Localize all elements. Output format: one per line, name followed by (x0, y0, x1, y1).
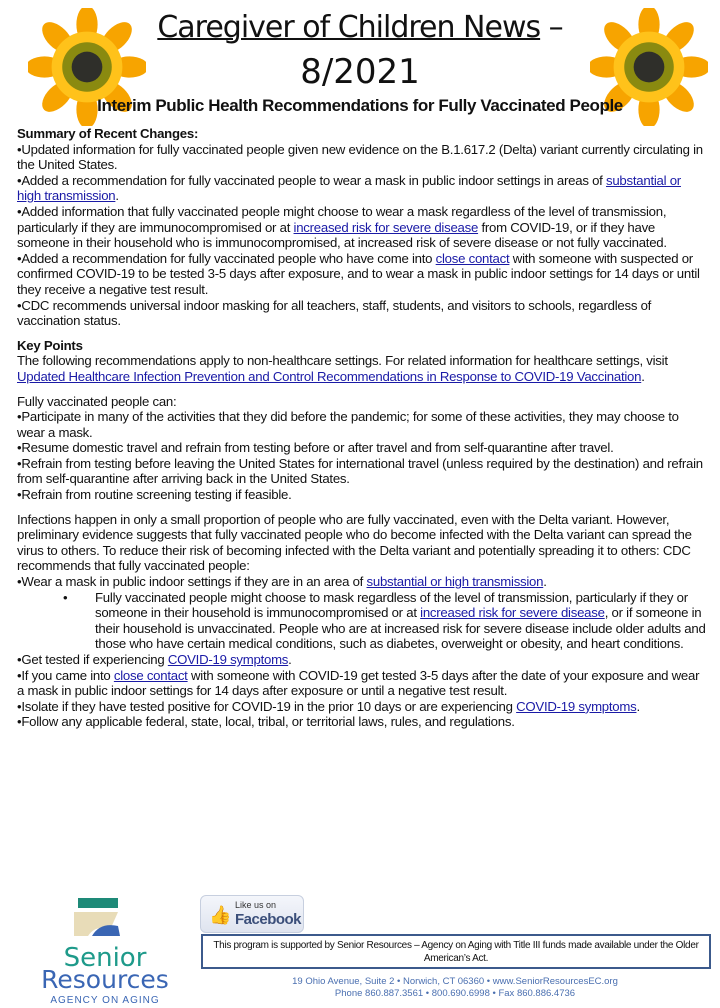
paragraph (17, 409, 707, 440)
paragraph (17, 298, 707, 329)
facebook-label: Facebook (235, 911, 302, 928)
text-segment: The following recommendations apply to non-healthcare settings. For related information for healthcare settings, visit (17, 353, 668, 369)
text-segment: Fully vaccinated people can: (17, 393, 177, 409)
text-segment: •Updated information for fully vaccinated people given new evidence on the B.1.617.2 (Delta) variant currently circulating in the United States. (17, 141, 703, 173)
paragraph (17, 487, 707, 503)
bullet-icon: • (63, 589, 68, 605)
text-segment: •Added information that fully vaccinated people might choose to wear a mask regardless of the level of transmission, particularly if they are immunocompromised or at (17, 203, 667, 235)
text-segment: •Resume domestic travel and refrain from testing before or after travel and from self-quarantine after travel. (17, 440, 614, 456)
address-line: 19 Ohio Avenue, Suite 2 • Norwich, CT 06360 • www.SeniorResourcesEC.org (292, 976, 618, 987)
text-segment: •If you came into (17, 667, 114, 683)
article-body (17, 126, 707, 730)
text-segment: . (288, 652, 292, 667)
newsletter-title (140, 10, 580, 45)
paragraph (17, 512, 707, 574)
paragraph (17, 652, 707, 668)
senior-resources-logo (30, 896, 180, 1006)
text-segment: . (636, 698, 640, 714)
title-dash: – (540, 10, 563, 45)
paragraph (17, 440, 707, 456)
paragraph (17, 251, 707, 298)
newsletter-date: 8/2021 (300, 52, 420, 92)
paragraph (17, 668, 707, 699)
facebook-like-button[interactable] (200, 895, 304, 933)
text-segment: •Get tested if experiencing (17, 652, 168, 667)
logo-text-senior: Senior (63, 943, 147, 973)
paragraph (17, 590, 707, 652)
paragraph (17, 173, 707, 204)
hyperlink[interactable]: close contact (435, 250, 510, 266)
hyperlink[interactable]: substantial or high transmission (366, 574, 544, 590)
text-segment: •Refrain from routine screening testing if feasible. (17, 487, 292, 503)
text-segment: with someone with suspected or confirmed COVID-19 to be tested 3-5 days after exposure, and to wear a mask in public indoor settings for 14 days or until they receive a negative test result. (17, 250, 700, 297)
section-heading (17, 126, 707, 142)
text-segment: •Participate in many of the activities that they did before the pandemic; for some of these activities, they may choose to wear a mask. (17, 409, 679, 440)
contact-info (200, 976, 710, 1000)
hyperlink[interactable]: increased risk for severe disease (293, 219, 479, 235)
paragraph (17, 353, 707, 384)
text-segment: . (115, 188, 119, 204)
logo-text-resources: Resources (41, 965, 169, 994)
text-segment: •Wear a mask in public indoor settings if they are in an area of (17, 574, 367, 590)
text-segment: , or if someone in their household is unvaccinated. People who are at increased risk for severe disease include older adults and those who have certain medical conditions, such as diabetes, overweight or obesity, and heart conditions. (95, 605, 706, 652)
facebook-small-label: Like us on (235, 900, 277, 910)
paragraph (17, 574, 707, 590)
text-segment: with someone with COVID-19 get tested 3-5 days after the date of your exposure and wear a mask in public indoor settings for 14 days after exposure or until a negative test result. (17, 667, 700, 699)
paragraph (17, 699, 707, 715)
text-segment: •Follow any applicable federal, state, local, tribal, or territorial laws, rules, and regulations. (17, 714, 515, 730)
text-segment: •Isolate if they have tested positive for COVID-19 in the prior 10 days or are experiencing (17, 698, 517, 714)
paragraph (17, 456, 707, 487)
hyperlink[interactable]: Updated Healthcare Infection Prevention and Control Recommendations in Response to COVID-19 Vaccination (17, 368, 642, 384)
hyperlink[interactable]: close contact (113, 667, 188, 683)
paragraph (17, 714, 707, 730)
funding-notice: This program is supported by Senior Resources – Agency on Aging with Title III funds made available under the Older American’s Act. (201, 934, 711, 969)
paragraph (17, 204, 707, 251)
text-segment: from COVID-19, or if they have someone in their household who is immunocompromised, at increased risk of severe disease or not fully vaccinated. (17, 219, 667, 251)
text-segment: •CDC recommends universal indoor masking for all teachers, staff, students, and visitors to schools, regardless of vaccination status. (17, 297, 652, 329)
thumbs-up-icon: 👍 (209, 905, 232, 925)
text-segment: Key Points (17, 337, 83, 353)
text-segment: . (641, 368, 645, 384)
hyperlink[interactable]: substantial or high transmission (17, 172, 681, 204)
section-heading (17, 338, 707, 354)
paragraph (17, 142, 707, 173)
title-text: Caregiver of Children News (157, 10, 541, 45)
phone-line: Phone 860.887.3561 • 800.690.6998 • Fax 860.886.4736 (334, 988, 576, 999)
hyperlink[interactable]: COVID-19 symptoms (167, 652, 289, 667)
paragraph (17, 394, 707, 410)
logo-text-agency: AGENCY ON AGING (50, 995, 160, 1006)
text-segment: •Added a recommendation for fully vaccinated people to wear a mask in public indoor settings in areas of (17, 172, 606, 188)
article-title: Interim Public Health Recommendations for Fully Vaccinated People (97, 96, 623, 115)
text-segment: •Added a recommendation for fully vaccinated people who have come into (17, 250, 436, 266)
hyperlink[interactable]: COVID-19 symptoms (516, 698, 637, 714)
text-segment: Fully vaccinated people might choose to mask regardless of the level of transmission, particularly if they or someone in their household is immunocompromised or at (95, 589, 688, 621)
text-segment: Infections happen in only a small proportion of people who are fully vaccinated, even with the Delta variant. However, preliminary evidence suggests that fully vaccinated people who do become infected with the Delta variant can spread the virus to others. To reduce their risk of becoming infected with the Delta variant and potentially spreading it to others: CDC recommends that fully vaccinated people: (17, 511, 692, 574)
text-segment: •Refrain from testing before leaving the United States for international travel (unless required by the destination) and refrain from self-quarantine after arriving back in the United States. (17, 455, 703, 487)
text-segment: Summary of Recent Changes: (17, 126, 199, 141)
text-segment: . (543, 574, 547, 590)
hyperlink[interactable]: increased risk for severe disease (420, 605, 605, 621)
